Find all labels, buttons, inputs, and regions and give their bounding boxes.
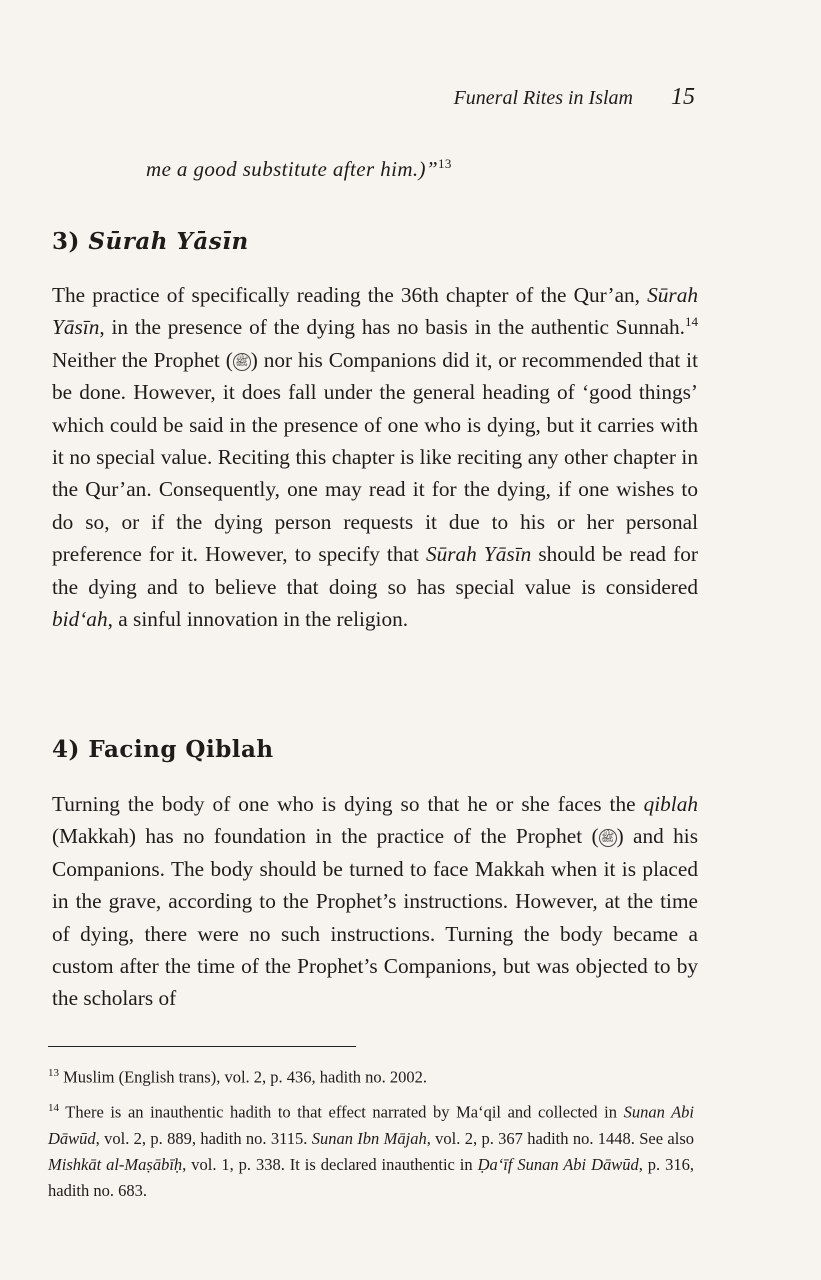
running-head-title: Funeral Rites in Islam <box>453 87 633 109</box>
italic-run: Ḍa‘īf Sunan Abi Dāwūd <box>477 1154 639 1174</box>
section-heading-4 <box>52 736 274 763</box>
italic-run: bid‘ah <box>52 607 108 632</box>
text-run: and his Companions. The body should be turned to face Makkah when it is placed in the grave, according to the Prophet’s instructions. However, at the time of dying, there were no such instructions. Turning the body became a custom after the time of the Prophet’s Companions, but was objected to by the scholars of <box>52 824 698 1011</box>
text-run: , vol. 2, p. 367 hadith no. 1448. See also <box>426 1128 694 1148</box>
text-run: , in the presence of the dying has no basis in the authentic Sunnah. <box>99 315 685 340</box>
section-number: 4) <box>52 736 80 763</box>
text-run: nor his Companions did it, or recommended that it be done. However, it does fall under the general heading of ‘good things’ which could be said in the presence of one who is dying, but it carries with it no special value. Reciting this chapter is like reciting any other chapter in the Qur’an. Consequently, one may read it for the dying, if one wishes to do so, or if the dying person requests it due to his or her personal preference for it. However, to specify that <box>52 347 698 567</box>
text-run: , a sinful innovation in the religion. <box>107 607 409 632</box>
footnote-number: 13 <box>48 1067 59 1079</box>
text-run: There is an inauthentic hadith to that effect narrated by Ma‘qil and collected in <box>65 1102 624 1122</box>
footnote-14 <box>48 1095 694 1204</box>
text-run: , p. 316, hadith no. 683. <box>48 1154 694 1200</box>
quote-continuation <box>146 156 452 182</box>
section-heading-3 <box>52 228 249 255</box>
text-run: , vol. 1, p. 338. It is declared inauthentic in <box>182 1154 478 1174</box>
italic-run: Sūrah Yāsīn <box>425 542 532 567</box>
section-number: 3) <box>52 228 80 255</box>
italic-run: qiblah <box>643 792 698 816</box>
italic-run: Sunan Ibn Mājah <box>311 1128 427 1148</box>
section-title: Sūrah Yāsīn <box>88 228 249 255</box>
text-run: The practice of specifically reading the 36th chapter of the Qur’an, <box>52 283 648 307</box>
quote-text: me a good substitute after him.)” <box>146 157 439 181</box>
italic-run: Sunan Abi Dāwūd <box>48 1102 695 1148</box>
page-number: 15 <box>671 84 695 110</box>
text-run: Turning the body of one who is dying so that he or she faces the <box>52 792 644 816</box>
italic-run: Sūrah Yāsīn <box>52 283 698 340</box>
italic-run: Mishkāt al-Maṣābīḥ <box>48 1154 183 1174</box>
text-run: Neither the Prophet <box>52 347 226 372</box>
footnote-13 <box>48 1060 694 1091</box>
paragraph-surah-yasin: The practice of specifically reading the 36th chapter of the Qur’an, Sūrah Yāsīn, in the presence of the dying has no basis in the authentic Sunnah.$^{14}$ Neither the Prophet ( ﷺ ) nor his Companions did it, or recommended that it be done. However, it does fall under the general heading of ‘good things’ which could be said in the presence of one who is dying, but it carries with it no special value. Reciting this chapter is like reciting any other chapter in the Qur’an. Consequently, one may read it for the dying, if one wishes to do so, or if the dying person requests it due to his or her personal preference for it. However, to specify that Sūrah Yāsīn should be read for the dying and to believe that doing so has special value is considered bid‘ah, a sinful innovation in the religion. <box>52 283 698 632</box>
text-run: , vol. 2, p. 889, hadith no. 3115. <box>95 1128 312 1148</box>
text-run: should be read for the dying and to believe that doing so has special value is considered <box>52 542 698 599</box>
footnote-divider <box>48 1046 356 1047</box>
pbuh-symbol: ﷺ <box>233 353 251 371</box>
text-run: (Makkah) has no foundation in the practice of the Prophet <box>52 824 592 849</box>
footnote-text: Muslim (English trans), vol. 2, p. 436, hadith no. 2002. <box>63 1067 428 1087</box>
footnote-number: 14 <box>48 1102 59 1114</box>
footnote-ref-13: 13 <box>438 156 452 171</box>
pbuh-symbol: ﷺ <box>599 829 617 847</box>
paragraph-facing-qiblah: Turning the body of one who is dying so that he or she faces the qiblah (Makkah) has no foundation in the practice of the Prophet ( ﷺ ) and his Companions. The body should be turned to face Makkah when it is placed in the grave, according to the Prophet’s instructions. However, at the time of dying, there were no such instructions. Turning the body became a custom after the time of the Prophet’s Companions, but was objected to by the scholars of <box>52 792 698 1011</box>
running-head <box>454 84 695 111</box>
footnote-ref-14: 14 <box>685 314 698 330</box>
section-title: Facing Qiblah <box>88 736 274 763</box>
